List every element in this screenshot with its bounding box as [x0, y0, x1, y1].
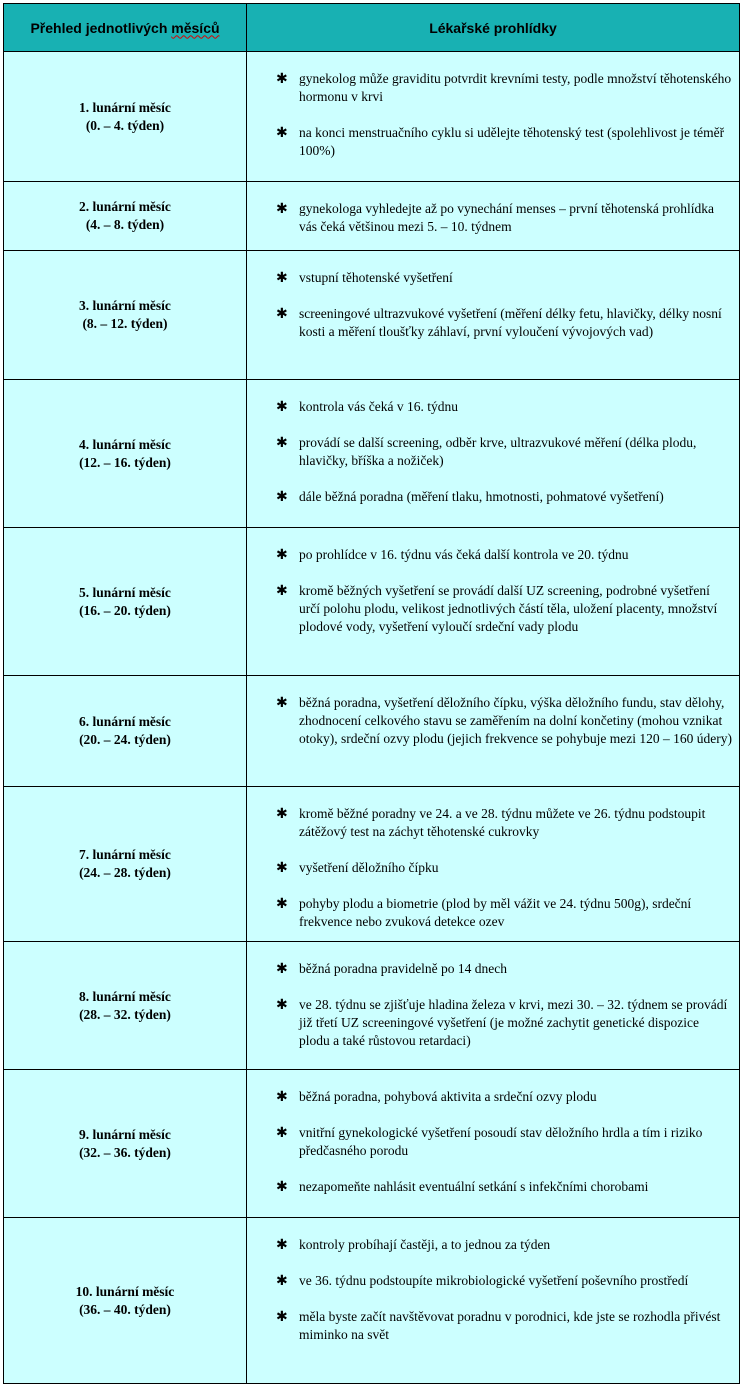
exam-list [247, 1070, 739, 1206]
exam-list [247, 1218, 739, 1354]
exam-list [247, 380, 739, 516]
table-row [4, 182, 740, 251]
asterisk-icon: ✱ [276, 547, 288, 563]
week-range: (4. – 8. týden) [85, 217, 165, 232]
list-item [247, 694, 733, 748]
table-row [4, 52, 740, 182]
table-row [4, 251, 740, 380]
asterisk-icon: ✱ [276, 489, 288, 505]
exam-text: vstupní těhotenské vyšetření [299, 270, 453, 285]
week-range: (28. – 32. týden) [79, 1006, 171, 1022]
list-item [247, 1272, 733, 1290]
week-range: (32. – 36. týden) [79, 1144, 171, 1160]
list-item [247, 434, 733, 470]
exams-cell [247, 528, 740, 676]
asterisk-icon: ✱ [276, 1179, 288, 1195]
month-label: 6. lunární měsíc [79, 714, 171, 729]
table-body [4, 52, 740, 1384]
list-item [247, 1088, 733, 1106]
list-item [247, 488, 733, 506]
asterisk-icon: ✱ [276, 695, 288, 711]
exam-text: běžná poradna pravidelně po 14 dnech [299, 961, 508, 976]
exam-text: vyšetření děložního čípku [299, 860, 439, 875]
exams-cell [247, 52, 740, 182]
list-item [247, 895, 733, 931]
month-label: 7. lunární měsíc [79, 847, 171, 862]
exam-text: kromě běžné poradny ve 24. a ve 28. týdnu můžete ve 26. týdnu podstoupit zátěžový test na záchyt těhotenské cukrovky [299, 806, 706, 839]
list-item [247, 70, 733, 106]
list-item [247, 805, 733, 841]
exam-text: běžná poradna, vyšetření děložního čípku, výška děložního fundu, stav dělohy, zhodnocení celkového stavu se zaměřením na dolní končetiny (mohou vznikat otoky), srdeční ozvy plodu (jejich frekvence se pohybuje mezi 120 – 160 údery) [299, 695, 732, 746]
exam-list [247, 251, 739, 351]
asterisk-icon: ✱ [276, 1125, 288, 1141]
list-item [247, 200, 733, 236]
table-row [4, 528, 740, 676]
month-cell [4, 182, 247, 251]
list-item [247, 269, 733, 287]
exams-cell [247, 1218, 740, 1384]
asterisk-icon: ✱ [276, 125, 288, 141]
exams-cell [247, 182, 740, 251]
asterisk-icon: ✱ [276, 306, 288, 322]
exam-list [247, 676, 739, 758]
exam-text: po prohlídce v 16. týdnu vás čeká další kontrola ve 20. týdnu [299, 547, 629, 562]
table-row [4, 676, 740, 787]
asterisk-icon: ✱ [276, 583, 288, 599]
table-row [4, 1218, 740, 1384]
month-label: 9. lunární měsíc [79, 1126, 171, 1142]
exam-text: dále běžná poradna (měření tlaku, hmotnosti, pohmatové vyšetření) [299, 489, 664, 504]
month-cell [4, 251, 247, 380]
exam-text: screeningové ultrazvukové vyšetření (měření délky fetu, hlavičky, délky nosní kosti a měření tloušťky záhlaví, první vyloučení vývojových vad) [299, 306, 722, 339]
exams-cell [247, 787, 740, 942]
month-cell [4, 942, 247, 1070]
asterisk-icon: ✱ [276, 997, 288, 1013]
month-cell [4, 1070, 247, 1218]
list-item [247, 546, 733, 564]
asterisk-icon: ✱ [276, 1089, 288, 1105]
list-item [247, 1124, 733, 1160]
pregnancy-schedule-table [3, 3, 740, 1384]
exam-text: gynekologa vyhledejte až po vynechání menses – první těhotenská prohlídka vás čeká většinou mezi 5. – 10. týdnem [299, 201, 715, 234]
exams-cell [247, 676, 740, 787]
exam-list [247, 787, 739, 941]
header-month-overview [4, 4, 247, 52]
month-label: 2. lunární měsíc [79, 199, 171, 214]
exams-cell [247, 380, 740, 528]
header-month-squiggle-word: měsíců [171, 19, 220, 36]
table-row [4, 380, 740, 528]
list-item [247, 582, 733, 636]
asterisk-icon: ✱ [276, 71, 288, 87]
week-range: (36. – 40. týden) [79, 1301, 171, 1317]
month-cell [4, 676, 247, 787]
list-item [247, 1178, 733, 1196]
exam-list [247, 528, 739, 646]
exam-text: pohyby plodu a biometrie (plod by měl vážit ve 24. týdnu 500g), srdeční frekvence nebo zvuková detekce ozev [299, 896, 692, 929]
asterisk-icon: ✱ [276, 399, 288, 415]
month-cell [4, 787, 247, 942]
asterisk-icon: ✱ [276, 270, 288, 286]
exam-text: kontrola vás čeká v 16. týdnu [299, 399, 458, 414]
exam-text: ve 28. týdnu se zjišťuje hladina železa v krvi, mezi 30. – 32. týdnem se provádí již třetí UZ screeningové vyšetření (je možné zachytit genetické dispozice plodu a také růstovou retardaci) [299, 997, 728, 1048]
week-range: (8. – 12. týden) [82, 316, 168, 331]
asterisk-icon: ✱ [276, 806, 288, 822]
week-range: (12. – 16. týden) [79, 454, 171, 470]
exam-list [247, 182, 739, 246]
week-range: (0. – 4. týden) [85, 117, 165, 133]
week-range: (16. – 20. týden) [79, 602, 171, 618]
list-item [247, 996, 733, 1050]
exams-cell [247, 942, 740, 1070]
month-cell [4, 380, 247, 528]
header-row [4, 4, 740, 52]
list-item [247, 1308, 733, 1344]
list-item [247, 1236, 733, 1254]
exam-text: vnitřní gynekologické vyšetření posoudí stav děložního hrdla a tím i riziko předčasného porodu [299, 1125, 703, 1158]
exam-text: měla byste začít navštěvovat poradnu v porodnici, kde jste se rozhodla přivést miminko na svět [299, 1309, 721, 1342]
list-item [247, 859, 733, 877]
list-item [247, 398, 733, 416]
month-label: 8. lunární měsíc [79, 988, 171, 1004]
month-label: 3. lunární měsíc [79, 298, 171, 313]
asterisk-icon: ✱ [276, 896, 288, 912]
exam-text: kontroly probíhají častěji, a to jednou za týden [299, 1237, 551, 1252]
table-row [4, 1070, 740, 1218]
month-cell [4, 52, 247, 182]
week-range: (20. – 24. týden) [79, 732, 171, 747]
month-cell [4, 528, 247, 676]
exam-text: běžná poradna, pohybová aktivita a srdeční ozvy plodu [299, 1089, 597, 1104]
exam-text: gynekolog může graviditu potvrdit krevními testy, podle množství těhotenského hormonu v krvi [299, 71, 732, 104]
month-label: 1. lunární měsíc [79, 99, 171, 115]
month-label: 5. lunární měsíc [79, 584, 171, 600]
exam-text: nezapomeňte nahlásit eventuální setkání s infekčními chorobami [299, 1179, 649, 1194]
header-medical-exams: Lékařské prohlídky [247, 4, 740, 52]
table-row [4, 787, 740, 942]
exam-text: ve 36. týdnu podstoupíte mikrobiologické vyšetření poševního prostředí [299, 1273, 689, 1288]
asterisk-icon: ✱ [276, 1273, 288, 1289]
exam-list [247, 942, 739, 1060]
asterisk-icon: ✱ [276, 1237, 288, 1253]
exam-list [247, 52, 739, 170]
exams-cell [247, 1070, 740, 1218]
exam-text: na konci menstruačního cyklu si udělejte těhotenský test (spolehlivost je téměř 100%) [299, 125, 725, 158]
asterisk-icon: ✱ [276, 201, 288, 217]
month-label: 10. lunární měsíc [75, 1283, 175, 1299]
exam-text: kromě běžných vyšetření se provádí další UZ screening, podrobné vyšetření určí polohu plodu, velikost jednotlivých částí těla, uložení placenty, množství plodové vody, vyšetření vyloučí srdeční vady plodu [299, 583, 718, 634]
list-item [247, 305, 733, 341]
list-item [247, 124, 733, 160]
month-cell [4, 1218, 247, 1384]
asterisk-icon: ✱ [276, 1309, 288, 1325]
list-item [247, 960, 733, 978]
exams-cell [247, 251, 740, 380]
table-row [4, 942, 740, 1070]
week-range: (24. – 28. týden) [79, 865, 171, 880]
asterisk-icon: ✱ [276, 435, 288, 451]
month-label: 4. lunární měsíc [79, 436, 171, 452]
header-month-text: Přehled jednotlivých [30, 19, 168, 36]
asterisk-icon: ✱ [276, 961, 288, 977]
asterisk-icon: ✱ [276, 860, 288, 876]
exam-text: provádí se další screening, odběr krve, ultrazvukové měření (délka plodu, hlavičky, bříška a nožiček) [299, 435, 697, 468]
